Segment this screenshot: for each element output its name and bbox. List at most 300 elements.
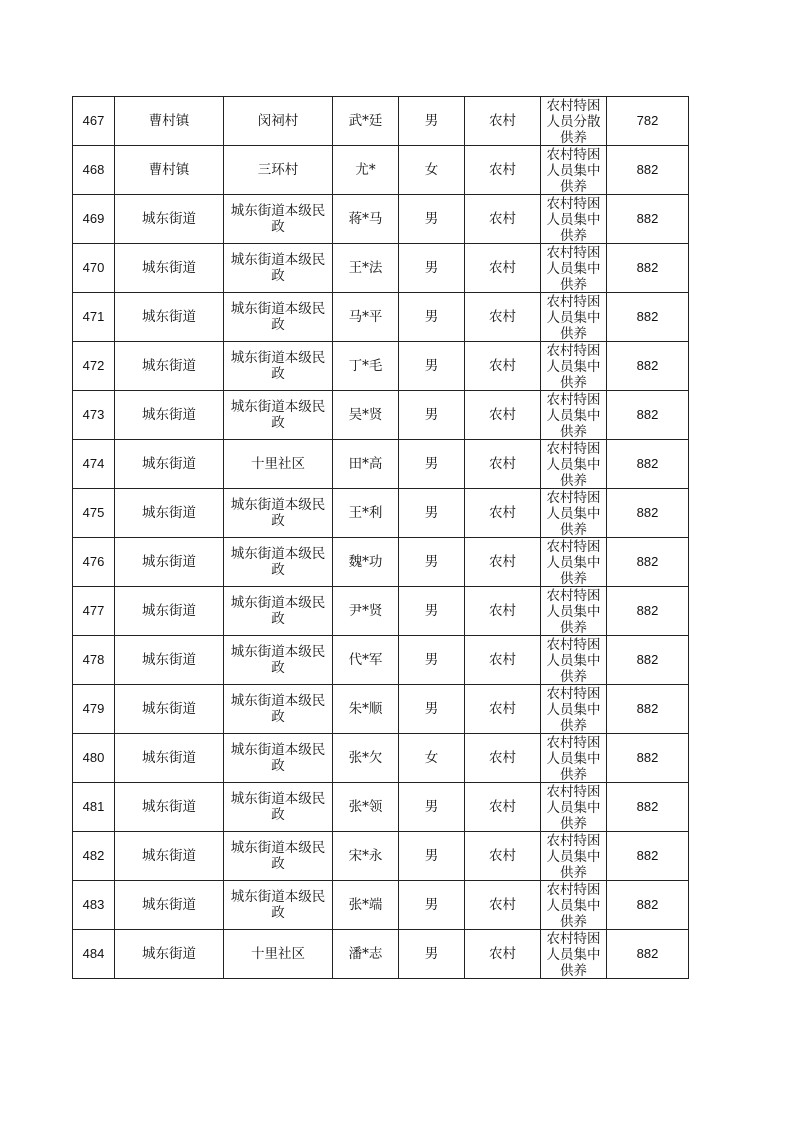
residence-type-cell-text: 农村 xyxy=(489,897,516,913)
name-cell xyxy=(333,195,399,244)
name-cell-text: 蒋*马 xyxy=(348,211,383,227)
town-cell xyxy=(115,734,224,783)
table-row xyxy=(73,146,689,195)
village-cell xyxy=(224,734,333,783)
support-category-cell xyxy=(541,440,607,489)
amount-cell-text: 882 xyxy=(636,162,659,177)
name-cell-text: 代*军 xyxy=(348,652,383,668)
town-cell-text: 曹村镇 xyxy=(148,113,190,129)
name-cell-text: 王*法 xyxy=(348,260,383,276)
row-number-cell xyxy=(73,391,115,440)
table-row xyxy=(73,734,689,783)
name-cell-text: 张*端 xyxy=(348,897,383,913)
town-cell xyxy=(115,636,224,685)
residence-type-cell xyxy=(465,489,541,538)
table-row xyxy=(73,97,689,146)
amount-cell xyxy=(607,636,689,685)
gender-cell-text: 男 xyxy=(424,652,439,668)
village-cell xyxy=(224,636,333,685)
town-cell xyxy=(115,440,224,489)
support-category-cell-text: 农村特困人员集中供养 xyxy=(546,392,601,439)
row-number-cell xyxy=(73,734,115,783)
support-category-cell-text: 农村特困人员集中供养 xyxy=(546,539,601,586)
gender-cell xyxy=(399,342,465,391)
village-cell xyxy=(224,783,333,832)
support-category-cell-text: 农村特困人员集中供养 xyxy=(546,196,601,243)
town-cell xyxy=(115,195,224,244)
village-cell-text: 城东街道本级民政 xyxy=(230,350,326,382)
gender-cell xyxy=(399,489,465,538)
village-cell-text: 城东街道本级民政 xyxy=(230,301,326,333)
town-cell xyxy=(115,489,224,538)
row-number-cell xyxy=(73,342,115,391)
gender-cell xyxy=(399,881,465,930)
amount-cell-text: 782 xyxy=(636,113,659,128)
support-category-cell-text: 农村特困人员分散供养 xyxy=(546,98,601,145)
town-cell xyxy=(115,881,224,930)
row-number-cell-text: 467 xyxy=(82,113,105,128)
residence-type-cell-text: 农村 xyxy=(489,554,516,570)
amount-cell-text: 882 xyxy=(636,309,659,324)
residence-type-cell-text: 农村 xyxy=(489,113,516,129)
row-number-cell-text: 477 xyxy=(82,603,105,618)
amount-cell xyxy=(607,440,689,489)
town-cell xyxy=(115,832,224,881)
table-row xyxy=(73,342,689,391)
village-cell-text: 十里社区 xyxy=(251,946,305,962)
table-body xyxy=(73,97,689,979)
support-category-cell xyxy=(541,97,607,146)
residence-type-cell xyxy=(465,783,541,832)
row-number-cell-text: 479 xyxy=(82,701,105,716)
name-cell-text: 王*利 xyxy=(348,505,383,521)
table-row xyxy=(73,930,689,979)
town-cell xyxy=(115,342,224,391)
row-number-cell xyxy=(73,685,115,734)
row-number-cell xyxy=(73,293,115,342)
row-number-cell-text: 475 xyxy=(82,505,105,520)
town-cell xyxy=(115,587,224,636)
town-cell-text: 城东街道 xyxy=(142,701,196,717)
table-row xyxy=(73,195,689,244)
row-number-cell-text: 473 xyxy=(82,407,105,422)
support-category-cell-text: 农村特困人员集中供养 xyxy=(546,147,601,194)
amount-cell-text: 882 xyxy=(636,652,659,667)
amount-cell-text: 882 xyxy=(636,897,659,912)
name-cell xyxy=(333,832,399,881)
name-cell xyxy=(333,489,399,538)
gender-cell-text: 男 xyxy=(424,946,439,962)
residence-type-cell-text: 农村 xyxy=(489,211,516,227)
gender-cell-text: 男 xyxy=(424,603,439,619)
name-cell xyxy=(333,734,399,783)
name-cell-text: 张*领 xyxy=(348,799,383,815)
amount-cell xyxy=(607,97,689,146)
residence-type-cell xyxy=(465,195,541,244)
residence-type-cell-text: 农村 xyxy=(489,456,516,472)
row-number-cell-text: 469 xyxy=(82,211,105,226)
town-cell-text: 曹村镇 xyxy=(148,162,190,178)
name-cell-text: 朱*顺 xyxy=(348,701,383,717)
name-cell-text: 尤* xyxy=(355,162,376,178)
support-category-cell xyxy=(541,930,607,979)
gender-cell-text: 男 xyxy=(424,701,439,717)
amount-cell-text: 882 xyxy=(636,946,659,961)
table-row xyxy=(73,832,689,881)
table-row xyxy=(73,881,689,930)
gender-cell-text: 男 xyxy=(424,407,439,423)
table-row xyxy=(73,293,689,342)
village-cell xyxy=(224,342,333,391)
village-cell-text: 十里社区 xyxy=(251,456,305,472)
gender-cell-text: 男 xyxy=(424,113,439,129)
village-cell xyxy=(224,440,333,489)
amount-cell-text: 882 xyxy=(636,603,659,618)
town-cell xyxy=(115,293,224,342)
village-cell-text: 城东街道本级民政 xyxy=(230,742,326,774)
row-number-cell xyxy=(73,832,115,881)
support-category-cell-text: 农村特困人员集中供养 xyxy=(546,245,601,292)
table-row xyxy=(73,685,689,734)
town-cell-text: 城东街道 xyxy=(142,848,196,864)
support-category-cell-text: 农村特困人员集中供养 xyxy=(546,784,601,831)
gender-cell-text: 男 xyxy=(424,358,439,374)
support-category-cell xyxy=(541,195,607,244)
row-number-cell-text: 471 xyxy=(82,309,105,324)
village-cell-text: 城东街道本级民政 xyxy=(230,693,326,725)
residence-type-cell-text: 农村 xyxy=(489,750,516,766)
residence-type-cell xyxy=(465,881,541,930)
town-cell-text: 城东街道 xyxy=(142,603,196,619)
support-category-cell xyxy=(541,146,607,195)
support-category-cell-text: 农村特困人员集中供养 xyxy=(546,931,601,978)
residence-type-cell xyxy=(465,587,541,636)
residence-type-cell-text: 农村 xyxy=(489,652,516,668)
gender-cell xyxy=(399,244,465,293)
gender-cell xyxy=(399,97,465,146)
name-cell xyxy=(333,391,399,440)
residence-type-cell xyxy=(465,538,541,587)
residence-type-cell-text: 农村 xyxy=(489,407,516,423)
village-cell xyxy=(224,97,333,146)
amount-cell-text: 882 xyxy=(636,358,659,373)
name-cell xyxy=(333,97,399,146)
name-cell-text: 张*欠 xyxy=(348,750,383,766)
town-cell-text: 城东街道 xyxy=(142,946,196,962)
village-cell xyxy=(224,881,333,930)
row-number-cell xyxy=(73,97,115,146)
amount-cell-text: 882 xyxy=(636,260,659,275)
name-cell-text: 魏*功 xyxy=(348,554,383,570)
name-cell xyxy=(333,587,399,636)
amount-cell xyxy=(607,538,689,587)
name-cell-text: 武*廷 xyxy=(348,113,383,129)
residence-type-cell-text: 农村 xyxy=(489,848,516,864)
village-cell xyxy=(224,293,333,342)
amount-cell xyxy=(607,734,689,783)
row-number-cell xyxy=(73,146,115,195)
name-cell xyxy=(333,146,399,195)
name-cell-text: 丁*毛 xyxy=(348,358,383,374)
support-category-cell-text: 农村特困人员集中供养 xyxy=(546,882,601,929)
amount-cell xyxy=(607,195,689,244)
row-number-cell-text: 484 xyxy=(82,946,105,961)
name-cell xyxy=(333,342,399,391)
amount-cell-text: 882 xyxy=(636,505,659,520)
residence-type-cell xyxy=(465,97,541,146)
amount-cell xyxy=(607,587,689,636)
town-cell xyxy=(115,391,224,440)
residence-type-cell xyxy=(465,734,541,783)
row-number-cell xyxy=(73,195,115,244)
gender-cell-text: 男 xyxy=(424,554,439,570)
village-cell xyxy=(224,538,333,587)
gender-cell xyxy=(399,195,465,244)
town-cell-text: 城东街道 xyxy=(142,505,196,521)
village-cell-text: 三环村 xyxy=(257,162,299,178)
row-number-cell xyxy=(73,244,115,293)
name-cell xyxy=(333,293,399,342)
row-number-cell xyxy=(73,783,115,832)
residence-type-cell-text: 农村 xyxy=(489,162,516,178)
residence-type-cell xyxy=(465,636,541,685)
village-cell-text: 城东街道本级民政 xyxy=(230,840,326,872)
town-cell xyxy=(115,930,224,979)
gender-cell xyxy=(399,734,465,783)
residence-type-cell xyxy=(465,293,541,342)
village-cell-text: 城东街道本级民政 xyxy=(230,497,326,529)
name-cell-text: 潘*志 xyxy=(348,946,383,962)
gender-cell-text: 男 xyxy=(424,848,439,864)
residence-type-cell-text: 农村 xyxy=(489,358,516,374)
row-number-cell-text: 482 xyxy=(82,848,105,863)
amount-cell-text: 882 xyxy=(636,554,659,569)
support-category-cell-text: 农村特困人员集中供养 xyxy=(546,343,601,390)
residence-type-cell xyxy=(465,342,541,391)
gender-cell xyxy=(399,293,465,342)
name-cell-text: 田*高 xyxy=(348,456,383,472)
village-cell xyxy=(224,489,333,538)
residence-type-cell-text: 农村 xyxy=(489,946,516,962)
row-number-cell-text: 474 xyxy=(82,456,105,471)
village-cell xyxy=(224,391,333,440)
amount-cell xyxy=(607,489,689,538)
gender-cell xyxy=(399,636,465,685)
town-cell-text: 城东街道 xyxy=(142,456,196,472)
amount-cell xyxy=(607,881,689,930)
gender-cell-text: 男 xyxy=(424,211,439,227)
table-row xyxy=(73,391,689,440)
support-category-cell xyxy=(541,391,607,440)
residence-type-cell xyxy=(465,930,541,979)
town-cell xyxy=(115,146,224,195)
support-category-cell-text: 农村特困人员集中供养 xyxy=(546,490,601,537)
amount-cell-text: 882 xyxy=(636,848,659,863)
town-cell-text: 城东街道 xyxy=(142,554,196,570)
table-row xyxy=(73,440,689,489)
row-number-cell-text: 481 xyxy=(82,799,105,814)
name-cell-text: 尹*贤 xyxy=(348,603,383,619)
town-cell xyxy=(115,244,224,293)
residence-type-cell-text: 农村 xyxy=(489,309,516,325)
table-row xyxy=(73,636,689,685)
amount-cell-text: 882 xyxy=(636,456,659,471)
town-cell-text: 城东街道 xyxy=(142,309,196,325)
name-cell-text: 马*平 xyxy=(348,309,383,325)
village-cell xyxy=(224,244,333,293)
amount-cell xyxy=(607,832,689,881)
amount-cell xyxy=(607,146,689,195)
support-category-cell-text: 农村特困人员集中供养 xyxy=(546,588,601,635)
town-cell xyxy=(115,97,224,146)
support-category-cell xyxy=(541,538,607,587)
support-category-cell-text: 农村特困人员集中供养 xyxy=(546,441,601,488)
residence-type-cell-text: 农村 xyxy=(489,260,516,276)
amount-cell xyxy=(607,685,689,734)
row-number-cell-text: 470 xyxy=(82,260,105,275)
residence-type-cell-text: 农村 xyxy=(489,505,516,521)
support-category-cell-text: 农村特困人员集中供养 xyxy=(546,833,601,880)
gender-cell-text: 女 xyxy=(424,750,439,766)
amount-cell xyxy=(607,783,689,832)
town-cell-text: 城东街道 xyxy=(142,260,196,276)
gender-cell-text: 男 xyxy=(424,309,439,325)
support-category-cell xyxy=(541,783,607,832)
gender-cell-text: 男 xyxy=(424,505,439,521)
table-row xyxy=(73,538,689,587)
gender-cell xyxy=(399,391,465,440)
village-cell xyxy=(224,832,333,881)
village-cell-text: 城东街道本级民政 xyxy=(230,546,326,578)
name-cell xyxy=(333,881,399,930)
town-cell-text: 城东街道 xyxy=(142,407,196,423)
gender-cell xyxy=(399,538,465,587)
gender-cell-text: 女 xyxy=(424,162,439,178)
support-category-cell xyxy=(541,489,607,538)
support-category-cell xyxy=(541,685,607,734)
amount-cell-text: 882 xyxy=(636,750,659,765)
row-number-cell xyxy=(73,489,115,538)
table-row xyxy=(73,489,689,538)
town-cell-text: 城东街道 xyxy=(142,750,196,766)
village-cell-text: 城东街道本级民政 xyxy=(230,203,326,235)
relief-recipients-table xyxy=(72,96,689,979)
name-cell xyxy=(333,685,399,734)
name-cell xyxy=(333,538,399,587)
town-cell xyxy=(115,685,224,734)
village-cell xyxy=(224,587,333,636)
gender-cell-text: 男 xyxy=(424,456,439,472)
row-number-cell-text: 468 xyxy=(82,162,105,177)
gender-cell xyxy=(399,685,465,734)
amount-cell-text: 882 xyxy=(636,799,659,814)
amount-cell xyxy=(607,930,689,979)
amount-cell-text: 882 xyxy=(636,211,659,226)
support-category-cell xyxy=(541,734,607,783)
village-cell xyxy=(224,685,333,734)
town-cell-text: 城东街道 xyxy=(142,358,196,374)
village-cell-text: 城东街道本级民政 xyxy=(230,644,326,676)
village-cell-text: 城东街道本级民政 xyxy=(230,595,326,627)
name-cell-text: 吴*贤 xyxy=(348,407,383,423)
table-row xyxy=(73,587,689,636)
row-number-cell-text: 476 xyxy=(82,554,105,569)
village-cell-text: 城东街道本级民政 xyxy=(230,791,326,823)
gender-cell xyxy=(399,440,465,489)
gender-cell-text: 男 xyxy=(424,799,439,815)
residence-type-cell xyxy=(465,391,541,440)
residence-type-cell xyxy=(465,244,541,293)
gender-cell xyxy=(399,146,465,195)
town-cell xyxy=(115,783,224,832)
village-cell-text: 闵祠村 xyxy=(257,113,299,129)
support-category-cell xyxy=(541,244,607,293)
village-cell-text: 城东街道本级民政 xyxy=(230,889,326,921)
gender-cell xyxy=(399,930,465,979)
village-cell-text: 城东街道本级民政 xyxy=(230,252,326,284)
village-cell xyxy=(224,146,333,195)
support-category-cell-text: 农村特困人员集中供养 xyxy=(546,637,601,684)
amount-cell xyxy=(607,342,689,391)
row-number-cell-text: 478 xyxy=(82,652,105,667)
town-cell-text: 城东街道 xyxy=(142,799,196,815)
support-category-cell xyxy=(541,832,607,881)
amount-cell xyxy=(607,391,689,440)
amount-cell xyxy=(607,244,689,293)
row-number-cell-text: 480 xyxy=(82,750,105,765)
gender-cell xyxy=(399,832,465,881)
row-number-cell-text: 472 xyxy=(82,358,105,373)
row-number-cell xyxy=(73,930,115,979)
town-cell-text: 城东街道 xyxy=(142,652,196,668)
support-category-cell xyxy=(541,636,607,685)
village-cell xyxy=(224,930,333,979)
residence-type-cell-text: 农村 xyxy=(489,799,516,815)
row-number-cell xyxy=(73,538,115,587)
support-category-cell xyxy=(541,881,607,930)
name-cell xyxy=(333,636,399,685)
row-number-cell xyxy=(73,587,115,636)
support-category-cell xyxy=(541,587,607,636)
residence-type-cell xyxy=(465,146,541,195)
amount-cell-text: 882 xyxy=(636,407,659,422)
amount-cell-text: 882 xyxy=(636,701,659,716)
row-number-cell xyxy=(73,440,115,489)
name-cell xyxy=(333,930,399,979)
name-cell xyxy=(333,783,399,832)
village-cell-text: 城东街道本级民政 xyxy=(230,399,326,431)
name-cell-text: 宋*永 xyxy=(348,848,383,864)
name-cell xyxy=(333,440,399,489)
gender-cell xyxy=(399,783,465,832)
residence-type-cell-text: 农村 xyxy=(489,603,516,619)
gender-cell-text: 男 xyxy=(424,260,439,276)
village-cell xyxy=(224,195,333,244)
row-number-cell xyxy=(73,881,115,930)
support-category-cell-text: 农村特困人员集中供养 xyxy=(546,686,601,733)
amount-cell xyxy=(607,293,689,342)
support-category-cell-text: 农村特困人员集中供养 xyxy=(546,735,601,782)
row-number-cell xyxy=(73,636,115,685)
support-category-cell xyxy=(541,293,607,342)
support-category-cell xyxy=(541,342,607,391)
town-cell xyxy=(115,538,224,587)
name-cell xyxy=(333,244,399,293)
gender-cell xyxy=(399,587,465,636)
row-number-cell-text: 483 xyxy=(82,897,105,912)
residence-type-cell xyxy=(465,685,541,734)
residence-type-cell-text: 农村 xyxy=(489,701,516,717)
